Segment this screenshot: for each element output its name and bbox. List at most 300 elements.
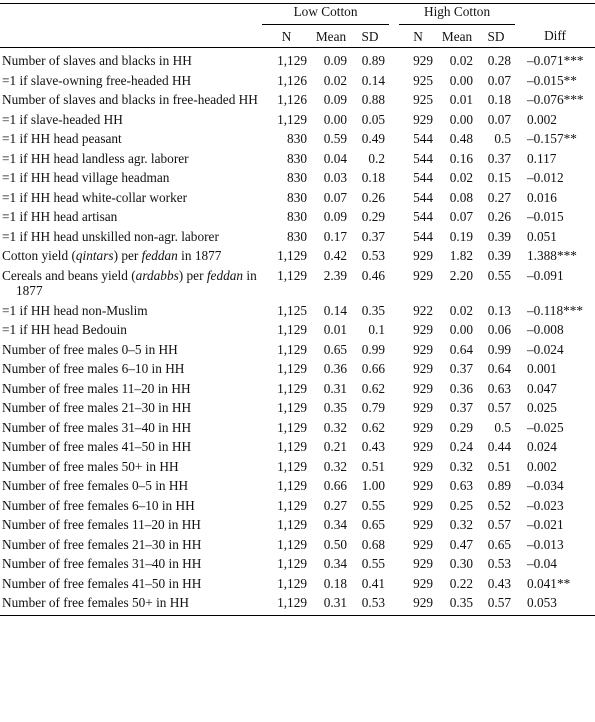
col-header-n-high: N [413,28,423,44]
cell-mean-low: 0.14 [323,302,347,318]
table-body [0,48,595,616]
cell-sd-high: 0.57 [487,517,512,532]
table-row [0,340,595,360]
cell-n-high: 929 [413,380,434,396]
cell-sd-low: 0.26 [361,189,386,205]
cell-diff: –0.071*** [527,53,584,68]
row-label [0,168,262,188]
cell-mean-low: 0.21 [323,439,347,454]
cell-n-high: 929 [413,556,434,571]
table-row [0,168,595,188]
cell-n-high: 929 [413,478,434,493]
column-group-header-row [0,4,595,25]
cell-sd-high: 0.53 [487,556,512,571]
row-label-text: Number of free males 50+ in HH [2,458,179,474]
cell-n-low: 1,129 [277,497,307,513]
cell-sd-high: 0.89 [487,478,512,493]
row-label-text: Number of free males 11–20 in HH [2,380,191,396]
cell-n-low: 1,129 [277,595,307,610]
cell-mean-low: 0.36 [323,361,347,376]
cell-sd-high: 0.44 [487,439,512,454]
table-row [0,320,595,340]
cell-sd-high: 0.64 [487,361,512,376]
cell-sd-low: 0.55 [361,556,386,571]
cell-diff: –0.015** [527,72,577,88]
column-gap [389,418,399,438]
cell-diff: 0.053 [527,595,557,610]
cell-n-high: 929 [413,400,434,415]
table-row [0,149,595,169]
cell-sd-low: 0.51 [361,458,386,474]
column-gap [389,593,399,615]
row-label-text: Number of free females 0–5 in HH [2,478,189,493]
table-row [0,129,595,149]
cell-mean-low: 0.59 [323,131,347,146]
cell-mean-low: 2.39 [323,267,347,283]
cell-sd-high: 0.07 [487,72,512,88]
row-label-text: Number of free males 31–40 in HH [2,419,192,435]
cell-mean-low: 0.34 [323,556,347,571]
cell-n-low: 1,129 [277,478,307,493]
cell-n-low: 1,129 [277,419,307,435]
cell-sd-low: 0.68 [361,536,386,552]
table-row [0,188,595,208]
cell-sd-high: 0.5 [494,131,512,146]
column-gap [389,90,399,110]
row-label-text: =1 if HH head white-collar worker [2,189,188,205]
row-label-fragment: in 1877 [16,267,257,298]
cell-n-high: 925 [413,92,434,107]
table-row [0,379,595,399]
cell-n-low: 1,129 [277,517,307,532]
row-label-text: Number of free males 41–50 in HH [2,439,192,454]
cell-diff: 0.016 [527,189,557,205]
cell-mean-low: 0.66 [323,478,347,493]
row-label-text: Number of free females 31–40 in HH [2,556,202,571]
cell-mean-high: 0.00 [449,322,474,337]
cell-mean-high: 0.00 [449,72,474,88]
row-label-fragment: Cereals and beans yield ( [2,267,136,283]
column-gap [389,437,399,457]
cell-mean-low: 0.04 [323,150,347,166]
row-label [0,266,262,301]
column-gap [389,476,399,496]
cell-n-high: 929 [413,248,434,263]
cell-n-high: 929 [413,595,434,610]
cell-sd-high: 0.63 [487,380,512,396]
column-gap [389,149,399,169]
cell-sd-high: 0.57 [487,400,512,415]
column-header-row [0,24,595,48]
table-row [0,301,595,321]
cell-mean-low: 0.27 [323,497,347,513]
cell-n-high: 544 [413,209,434,224]
cell-n-high: 929 [413,322,434,337]
cell-mean-low: 0.09 [323,53,347,68]
cell-mean-low: 0.31 [323,380,347,396]
cell-mean-low: 0.17 [323,228,347,244]
cell-sd-low: 0.05 [361,111,386,127]
cell-mean-high: 1.82 [449,248,474,263]
column-gap [389,359,399,379]
cell-sd-high: 0.39 [487,228,512,244]
table-row [0,266,595,301]
cell-mean-low: 0.32 [323,419,347,435]
row-label [0,207,262,227]
cell-n-low: 830 [287,228,307,244]
cell-mean-low: 0.42 [323,248,347,263]
cell-n-high: 929 [413,517,434,532]
row-label [0,496,262,516]
cell-mean-low: 0.01 [323,322,347,337]
cell-diff: 0.025 [527,400,557,415]
column-gap [389,266,399,301]
row-label-italic-term: ardabbs [135,267,179,283]
cell-mean-high: 0.01 [449,92,474,107]
cell-n-low: 1,129 [277,341,307,357]
row-label [0,320,262,340]
row-label [0,398,262,418]
cell-mean-low: 0.50 [323,536,347,552]
cell-mean-high: 0.16 [449,150,474,166]
cell-mean-high: 0.08 [449,189,474,205]
cell-n-high: 929 [413,53,434,68]
table-row [0,110,595,130]
row-label [0,188,262,208]
row-label-text: Number of free males 21–30 in HH [2,400,192,415]
cell-diff: –0.091 [527,267,564,283]
cell-mean-high: 0.02 [449,302,474,318]
column-gap [389,340,399,360]
cell-mean-low: 0.34 [323,517,347,532]
row-label [0,437,262,457]
cell-n-low: 1,129 [277,111,307,127]
cell-n-high: 929 [413,458,434,474]
row-label-text: =1 if HH head non-Muslim [2,302,148,318]
col-header-sd-high: SD [487,28,505,44]
cell-n-low: 830 [287,209,307,224]
cell-diff: 0.051 [527,228,557,244]
cell-mean-high: 0.32 [449,458,474,474]
column-gap [389,168,399,188]
cell-n-high: 544 [413,150,434,166]
cell-sd-low: 0.49 [361,131,386,146]
table-header [0,4,595,48]
table-row [0,554,595,574]
cell-mean-low: 0.65 [323,341,347,357]
cell-n-low: 1,129 [277,248,307,263]
row-label-text: =1 if HH head artisan [2,209,118,224]
cell-mean-high: 0.07 [449,209,474,224]
column-gap [389,246,399,266]
cell-sd-low: 0.89 [361,53,386,68]
cell-n-high: 922 [413,302,434,318]
cell-diff: 0.024 [527,439,557,454]
cell-n-low: 1,129 [277,536,307,552]
cell-n-high: 929 [413,361,434,376]
table-row [0,593,595,615]
cell-n-low: 830 [287,131,307,146]
row-label-fragment: Cotton yield ( [2,248,76,263]
cell-sd-low: 0.79 [361,400,386,415]
table-row [0,48,595,71]
cell-mean-low: 0.32 [323,458,347,474]
table-row [0,535,595,555]
cell-sd-low: 0.46 [361,267,386,283]
cell-sd-low: 0.55 [361,497,386,513]
cell-diff: –0.025 [527,419,564,435]
row-label-italic-term: feddan [141,248,178,263]
row-label-text: Number of free males 6–10 in HH [2,361,185,376]
row-label [0,593,262,615]
cell-n-low: 830 [287,170,307,185]
cell-sd-high: 0.99 [487,341,512,357]
column-gap [389,71,399,91]
cell-mean-high: 0.02 [449,170,474,185]
col-header-mean-low: Mean [315,28,347,44]
cell-n-low: 1,129 [277,575,307,591]
cell-diff: 0.041** [527,575,571,591]
row-label [0,246,262,266]
cell-sd-high: 0.52 [487,497,512,513]
cell-n-low: 1,129 [277,556,307,571]
row-label-text: Number of slaves and blacks in HH [2,53,192,68]
row-label-text: =1 if HH head landless agr. laborer [2,150,189,166]
cell-diff: –0.008 [527,322,564,337]
cell-sd-low: 0.37 [361,228,386,244]
row-label-text: =1 if slave-owning free-headed HH [2,72,192,88]
cell-diff: 0.001 [527,361,557,376]
cell-mean-high: 0.22 [449,575,474,591]
row-label [0,418,262,438]
column-gap [389,398,399,418]
cell-sd-low: 0.41 [361,575,386,591]
table-row [0,496,595,516]
summary-statistics-table [0,3,595,616]
column-gap [389,320,399,340]
row-label [0,110,262,130]
cell-n-high: 544 [413,189,434,205]
row-label-text: Number of free females 11–20 in HH [2,517,201,532]
cell-sd-low: 0.62 [361,380,386,396]
column-gap [389,496,399,516]
group-header-high-cotton: High Cotton [399,4,515,25]
table-row [0,437,595,457]
row-label [0,515,262,535]
row-label-text: =1 if slave-headed HH [2,111,123,127]
cell-mean-high: 0.25 [449,497,474,513]
cell-n-low: 1,129 [277,361,307,376]
table-row [0,71,595,91]
col-header-mean-high: Mean [441,28,473,44]
col-header-n-low: N [281,28,292,44]
cell-diff: –0.118*** [527,302,584,318]
row-label [0,301,262,321]
row-label-italic-term: qintars [75,248,114,263]
table-row [0,207,595,227]
cell-mean-low: 0.09 [323,92,347,107]
cell-n-high: 544 [413,170,434,185]
cell-mean-high: 0.37 [449,400,474,415]
cell-sd-high: 0.15 [487,170,512,185]
cell-sd-high: 0.57 [487,595,512,610]
row-label-text [2,268,262,299]
cell-n-low: 830 [287,189,307,205]
cell-mean-high: 0.24 [449,439,474,454]
cell-sd-low: 0.53 [361,248,386,263]
cell-sd-high: 0.26 [487,209,512,224]
column-gap [389,227,399,247]
cell-n-high: 929 [413,341,434,357]
cell-n-high: 929 [413,575,434,591]
row-label [0,535,262,555]
cell-sd-high: 0.07 [487,111,512,127]
row-label [0,149,262,169]
table-row [0,246,595,266]
cell-diff: –0.023 [527,497,564,513]
cell-n-low: 1,129 [277,322,307,337]
cell-mean-high: 0.63 [449,478,474,493]
row-label-text: Number of free females 41–50 in HH [2,575,202,591]
table-row [0,418,595,438]
cell-diff: –0.024 [527,341,564,357]
cell-n-high: 929 [413,536,434,552]
column-gap [389,48,399,71]
row-label-text: =1 if HH head peasant [2,131,122,146]
cell-sd-low: 0.99 [361,341,386,357]
cell-diff: –0.157** [527,131,577,146]
cell-sd-high: 0.06 [487,322,512,337]
cell-sd-high: 0.51 [487,458,512,474]
cell-diff: 0.002 [527,458,557,474]
row-label [0,129,262,149]
table-row [0,359,595,379]
cell-mean-high: 0.37 [449,361,474,376]
cell-sd-high: 0.43 [487,575,512,591]
cell-n-high: 929 [413,439,434,454]
row-label [0,554,262,574]
group-header-low-cotton: Low Cotton [262,4,389,25]
cell-n-low: 1,126 [277,92,307,107]
row-label-text: =1 if HH head Bedouin [2,322,127,337]
cell-sd-high: 0.5 [494,419,512,435]
cell-mean-high: 0.02 [449,53,474,68]
cell-mean-low: 0.35 [323,400,347,415]
cell-sd-low: 0.65 [361,517,386,532]
cell-sd-high: 0.18 [487,92,512,107]
cell-mean-low: 0.03 [323,170,347,185]
row-label [0,227,262,247]
cell-diff: –0.013 [527,536,564,552]
column-gap [389,110,399,130]
cell-mean-high: 0.36 [449,380,474,396]
cell-n-low: 1,125 [277,302,307,318]
table-row [0,398,595,418]
row-label-text: Number of free males 0–5 in HH [2,341,178,357]
cell-diff: 0.002 [527,111,557,127]
row-label-text: Number of free females 6–10 in HH [2,497,195,513]
col-header-sd-low: SD [361,28,379,44]
cell-diff: 0.047 [527,380,557,396]
cell-n-high: 929 [413,111,434,127]
cell-sd-low: 0.53 [361,595,386,610]
row-label [0,359,262,379]
cell-mean-high: 0.64 [449,341,474,357]
cell-n-high: 544 [413,131,434,146]
column-gap [389,379,399,399]
cell-diff: –0.012 [527,170,564,185]
cell-n-low: 1,129 [277,439,307,454]
row-label [0,379,262,399]
cell-sd-high: 0.28 [487,53,512,68]
col-header-diff: Diff [544,28,566,43]
column-gap [389,535,399,555]
row-label-fragment: ) per [113,248,142,263]
column-gap [389,188,399,208]
cell-sd-low: 0.29 [361,209,386,224]
cell-mean-low: 0.18 [323,575,347,591]
table-row [0,227,595,247]
cell-diff: 1.388*** [527,248,577,263]
row-label-text: Number of free females 50+ in HH [2,595,189,610]
table-row [0,90,595,110]
column-gap [389,515,399,535]
column-gap [389,574,399,594]
table-row [0,457,595,477]
cell-n-low: 830 [287,150,307,166]
column-gap [389,301,399,321]
cell-mean-low: 0.07 [323,189,347,205]
cell-mean-high: 2.20 [449,267,474,283]
cell-mean-high: 0.47 [449,536,474,552]
cell-sd-high: 0.39 [487,248,512,263]
row-label [0,48,262,71]
cell-n-low: 1,129 [277,267,307,283]
cell-diff: –0.021 [527,517,564,532]
row-label-text: Number of free females 21–30 in HH [2,536,202,552]
column-gap [389,129,399,149]
row-label-text: =1 if HH head village headman [2,170,170,185]
cell-diff: –0.04 [527,556,557,571]
cell-mean-low: 0.00 [323,111,347,127]
cell-mean-low: 0.31 [323,595,347,610]
cell-n-high: 925 [413,72,434,88]
cell-mean-high: 0.35 [449,595,474,610]
cell-mean-high: 0.00 [449,111,474,127]
cell-mean-low: 0.09 [323,209,347,224]
cell-diff: –0.015 [527,209,564,224]
column-gap [389,207,399,227]
cell-mean-high: 0.48 [449,131,474,146]
row-label [0,90,262,110]
row-label [0,574,262,594]
cell-sd-low: 0.18 [361,170,386,185]
cell-n-low: 1,129 [277,53,307,68]
cell-diff: –0.034 [527,478,564,493]
row-label-text: =1 if HH head unskilled non-agr. laborer [2,228,219,244]
row-label-text: Number of slaves and blacks in free-headed HH [2,92,258,107]
cell-sd-low: 1.00 [361,478,386,493]
cell-sd-low: 0.66 [361,361,386,376]
cell-diff: 0.117 [527,150,557,166]
cell-sd-low: 0.14 [361,72,386,88]
cell-n-high: 929 [413,267,434,283]
cell-n-high: 929 [413,419,434,435]
row-label-italic-term: feddan [206,267,244,283]
cell-sd-high: 0.37 [487,150,512,166]
cell-sd-low: 0.62 [361,419,386,435]
cell-sd-low: 0.2 [368,150,386,166]
